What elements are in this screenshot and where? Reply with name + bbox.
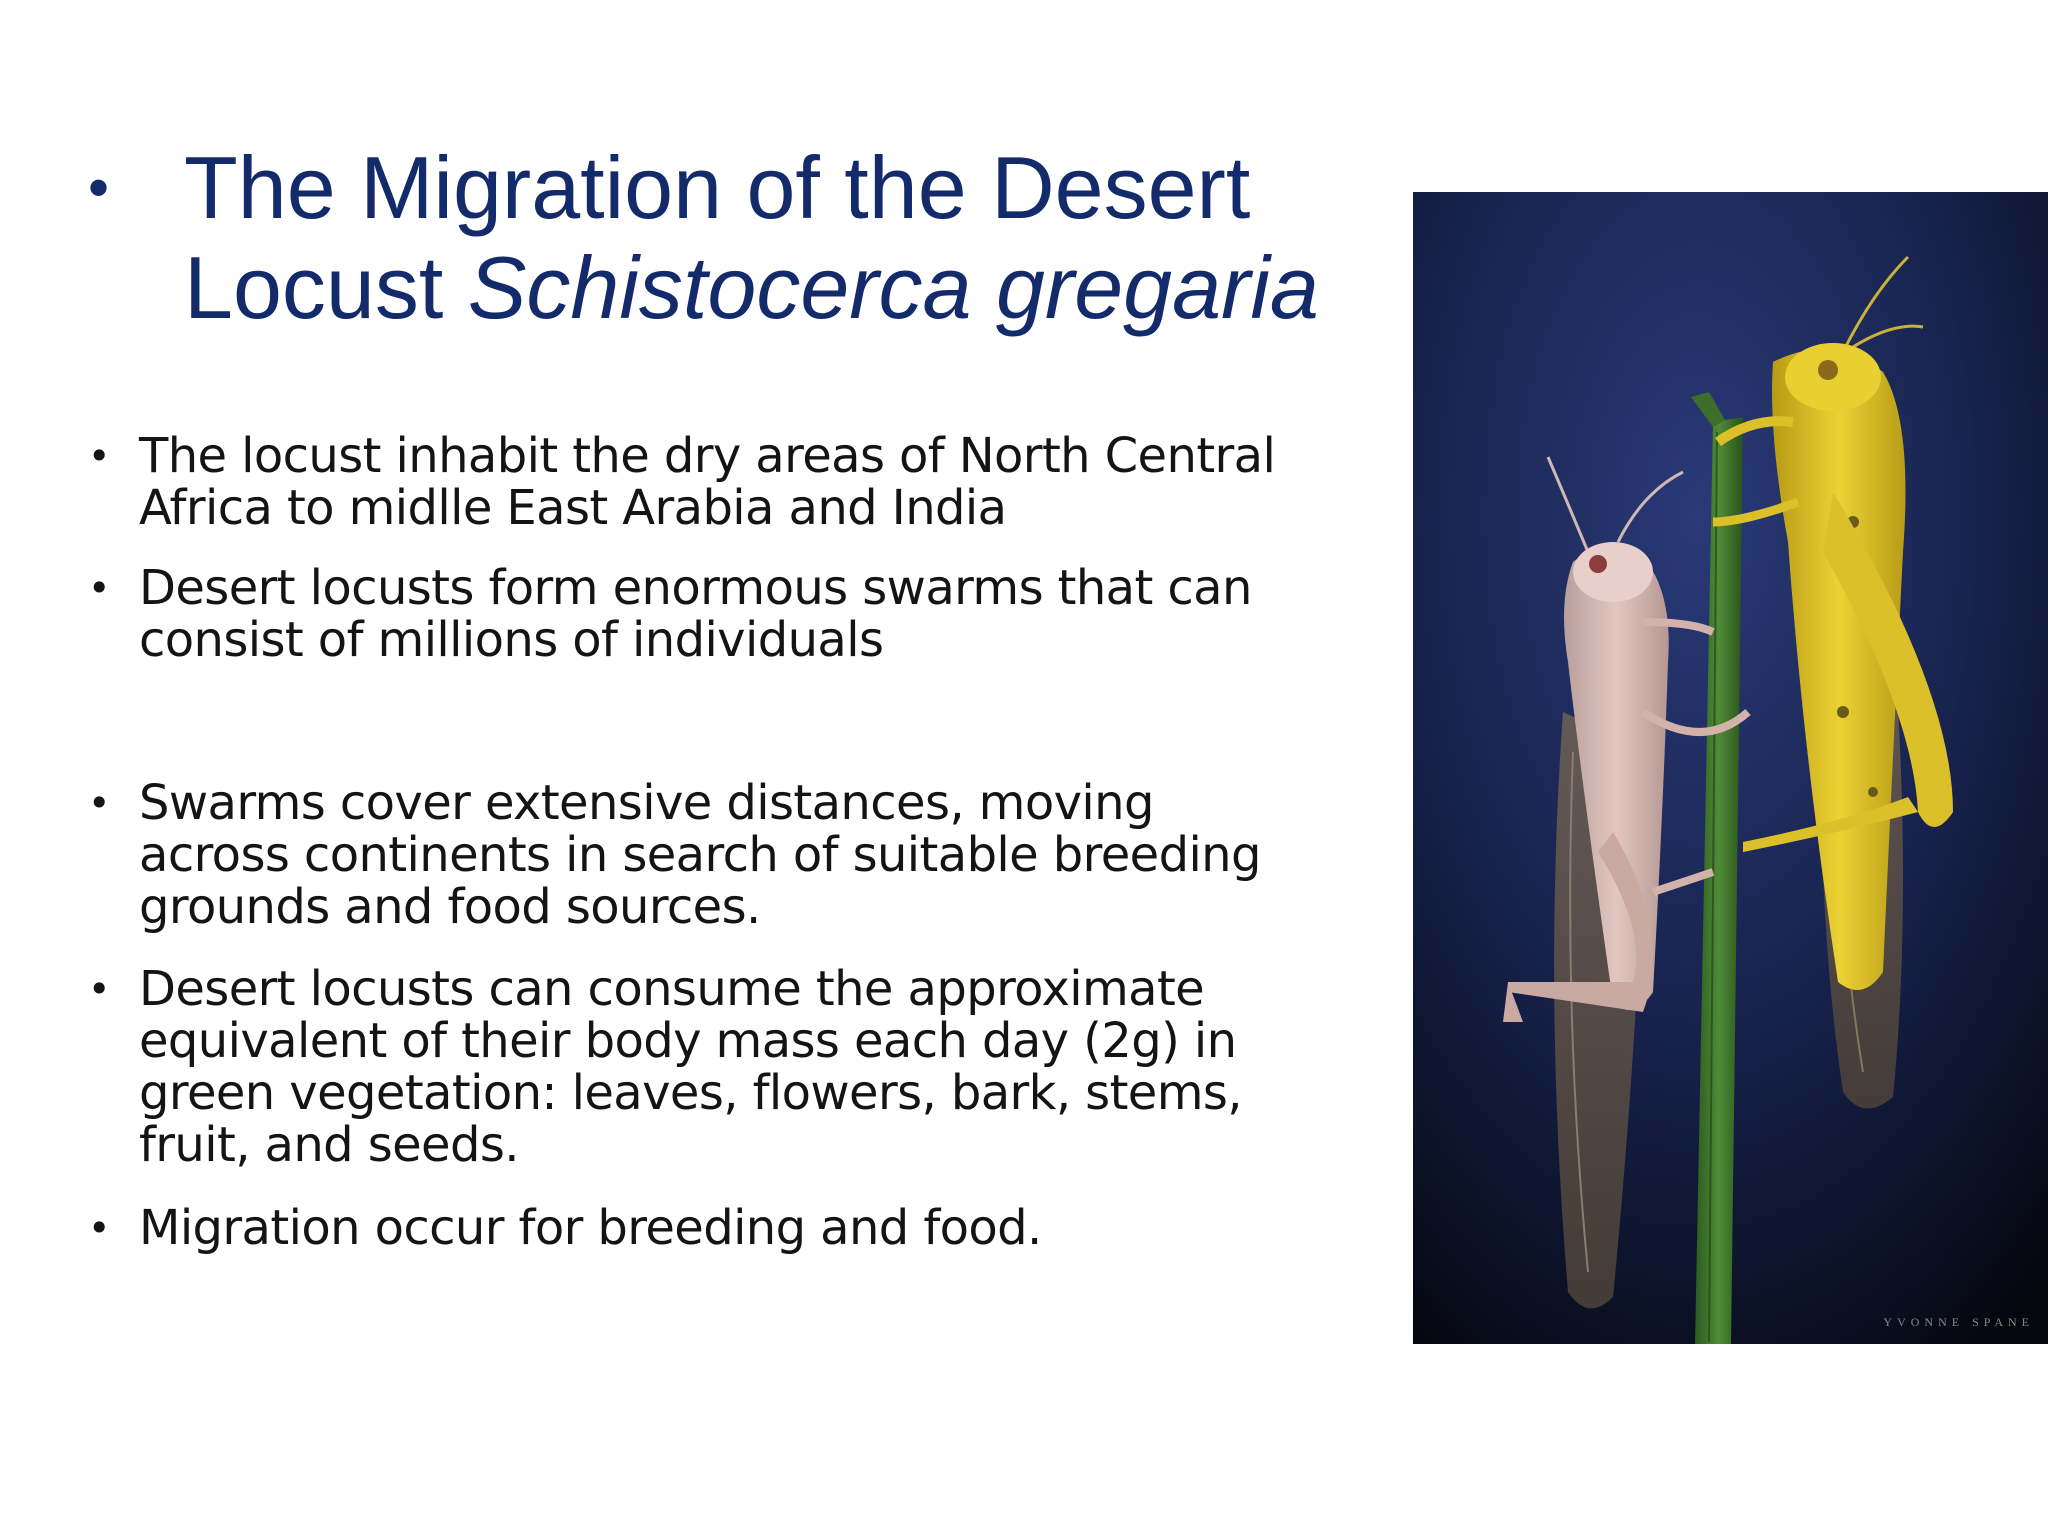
bullet-marker: • bbox=[88, 434, 111, 478]
title-line-2 bbox=[184, 238, 1319, 338]
species-name: Schistocerca gregaria bbox=[467, 238, 1319, 337]
bullet-text: Swarms cover extensive distances, moving across continents in search of suitable breeding grounds and food sources. bbox=[139, 775, 1261, 935]
photo-watermark: YVONNE SPANE bbox=[1883, 1315, 2034, 1329]
title-bullet: • bbox=[88, 154, 110, 221]
bullet-text: Desert locusts form enormous swarms that can consist of millions of individuals bbox=[139, 560, 1252, 668]
bullet-text: The locust inhabit the dry areas of North Central Africa to midlle East Arabia and India bbox=[139, 428, 1276, 536]
bullet-marker: • bbox=[88, 1206, 111, 1250]
bullet-text: Desert locusts can consume the approximate equivalent of their body mass each day (2g) in green vegetation: leaves, flowers, bark, stems, fruit, and seeds. bbox=[139, 961, 1242, 1173]
locust-photo bbox=[1413, 192, 2048, 1344]
locust-illustration bbox=[1413, 192, 2048, 1344]
title-line-2-plain: Locust bbox=[184, 238, 468, 337]
bullet-marker: • bbox=[88, 967, 111, 1011]
title-text bbox=[184, 138, 1319, 338]
bullet-marker: • bbox=[88, 566, 111, 610]
bullet-text: Migration occur for breeding and food. bbox=[139, 1200, 1042, 1256]
title-line-1: The Migration of the Desert bbox=[184, 138, 1251, 237]
bullet-marker: • bbox=[88, 781, 111, 825]
